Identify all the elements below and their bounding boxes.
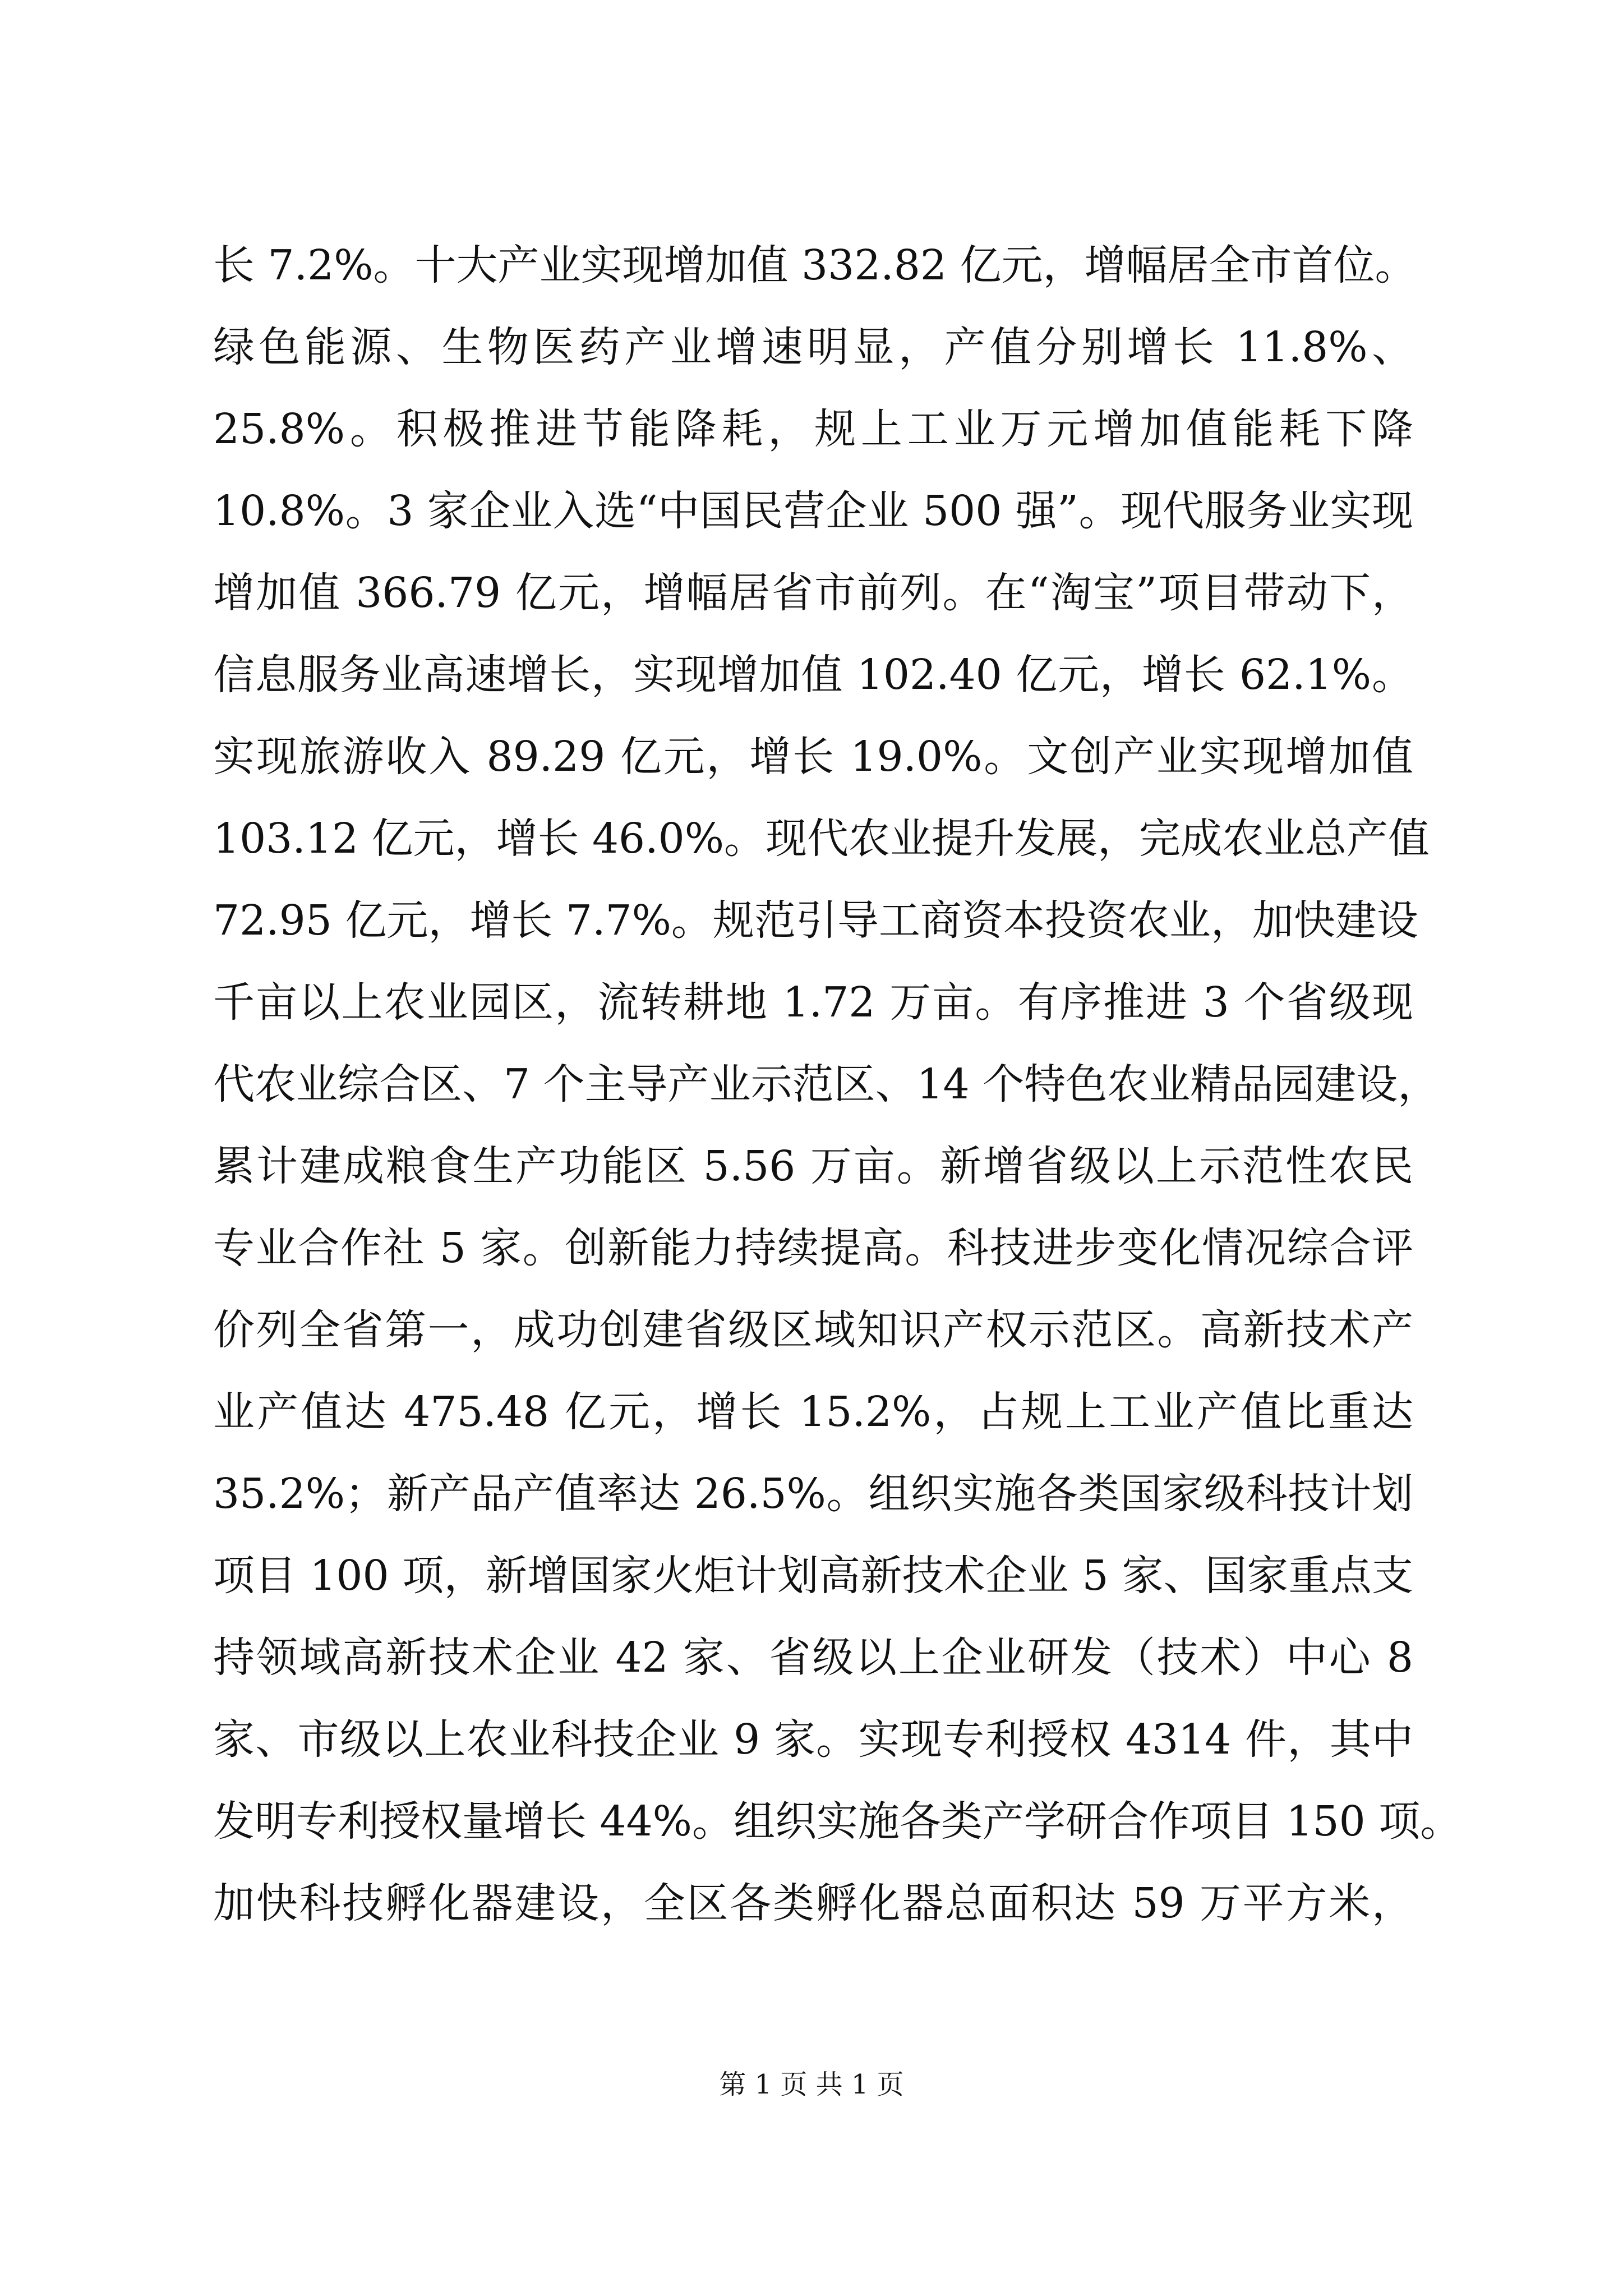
text-line: 发明专利授权量增长 44%。组织实施各类产学研合作项目 150 项。 — [213, 1797, 1462, 1846]
text-line: 专业合作社 5 家。创新能力持续提高。科技进步变化情况综合评 — [213, 1224, 1413, 1272]
text-line: 持领域高新技术企业 42 家、省级以上企业研发（技术）中心 8 — [213, 1634, 1413, 1682]
body-text — [213, 224, 1462, 1944]
text-line: 长 7.2%。十大产业实现增加值 332.82 亿元，增幅居全市首位。 — [213, 241, 1417, 289]
page-number-label: 第 1 页 共 1 页 — [719, 2069, 904, 2100]
text-line: 家、市级以上农业科技企业 9 家。实现专利授权 4314 件，其中 — [213, 1715, 1413, 1764]
text-line: 25.8%。积极推进节能降耗，规上工业万元增加值能耗下降 — [213, 405, 1413, 453]
text-line: 35.2%；新产品产值率达 26.5%。组织实施各类国家级科技计划 — [213, 1470, 1413, 1518]
text-line: 绿色能源、生物医药产业增速明显，产值分别增长 11.8%、 — [213, 323, 1413, 371]
text-line: 价列全省第一，成功创建省级区域知识产权示范区。高新技术产 — [213, 1306, 1413, 1354]
text-line: 103.12 亿元，增长 46.0%。现代农业提升发展，完成农业总产值 — [213, 815, 1430, 863]
text-line: 增加值 366.79 亿元，增幅居省市前列。在“淘宝”项目带动下， — [213, 569, 1413, 617]
text-line: 实现旅游收入 89.29 亿元，增长 19.0%。文创产业实现增加值 — [213, 733, 1413, 781]
text-line: 千亩以上农业园区，流转耕地 1.72 万亩。有序推进 3 个省级现 — [213, 978, 1413, 1027]
text-line: 业产值达 475.48 亿元，增长 15.2%，占规上工业产值比重达 — [213, 1388, 1413, 1436]
text-line: 信息服务业高速增长，实现增加值 102.40 亿元，增长 62.1%。 — [213, 651, 1413, 699]
text-line: 代农业综合区、7 个主导产业示范区、14 个特色农业精品园建设， — [213, 1060, 1440, 1108]
page-footer — [0, 2068, 1623, 2101]
text-line: 10.8%。3 家企业入选“中国民营企业 500 强”。现代服务业实现 — [213, 487, 1413, 535]
text-line: 累计建成粮食生产功能区 5.56 万亩。新增省级以上示范性农民 — [213, 1142, 1413, 1190]
text-line: 72.95 亿元，增长 7.7%。规范引导工商资本投资农业，加快建设 — [213, 896, 1418, 945]
text-line: 加快科技孵化器建设，全区各类孵化器总面积达 59 万平方米， — [213, 1879, 1413, 1927]
text-line: 项目 100 项，新增国家火炬计划高新技术企业 5 家、国家重点支 — [213, 1552, 1413, 1600]
